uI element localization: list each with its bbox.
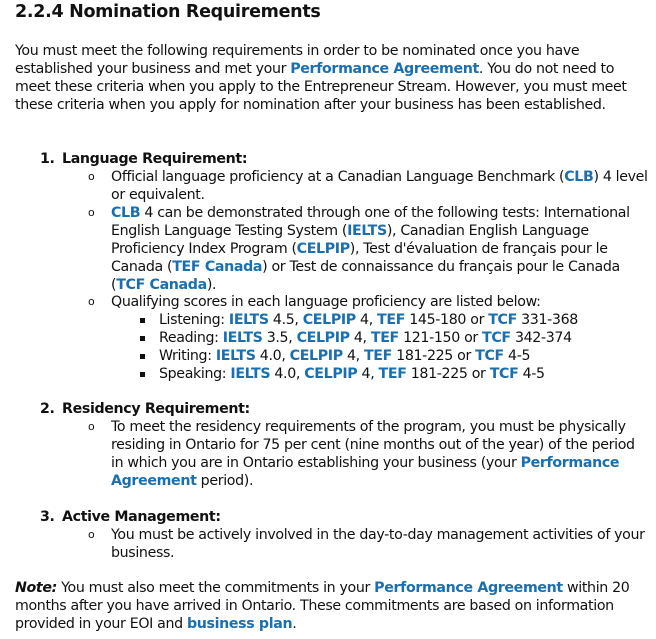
- tef-score: 181-225: [410, 366, 468, 382]
- separator: ,: [281, 348, 290, 364]
- separator: ,: [362, 330, 371, 346]
- section-title-text: Language Requirement:: [62, 151, 248, 167]
- language-item-tests: [111, 204, 651, 294]
- square-bullet-icon: [140, 318, 145, 323]
- tef-score: 145-180: [409, 312, 467, 328]
- tcf-link[interactable]: TCF: [488, 312, 517, 328]
- ielts-link[interactable]: IELTS: [222, 330, 263, 346]
- separator: or: [466, 312, 489, 328]
- tcf-score: 4-5: [522, 366, 545, 382]
- score-row: [159, 347, 530, 365]
- performance-agreement-link[interactable]: Performance Agreement: [374, 580, 563, 596]
- item-text: ) 4 level or equivalent.: [111, 169, 648, 203]
- active-management-item: You must be actively involved in the day-to-day management activities of your business.: [111, 527, 645, 561]
- section-language-title: [40, 150, 247, 168]
- note-text: within 20 months after you have arrived in Ontario. These commitments are based on information provided in your EOI and: [15, 580, 630, 632]
- tef-score: 181-225: [396, 348, 453, 364]
- ielts-link[interactable]: IELTS: [228, 312, 269, 328]
- tef-link[interactable]: TEF: [363, 348, 392, 364]
- ielts-score: 3.5: [266, 330, 289, 346]
- separator: or: [467, 366, 490, 382]
- celpip-link[interactable]: CELPIP: [304, 366, 358, 382]
- square-bullet-icon: [140, 372, 145, 377]
- note-label: Note:: [15, 580, 57, 596]
- skill-label: Reading:: [159, 330, 223, 346]
- section-number: 3.: [40, 509, 55, 525]
- ielts-link[interactable]: IELTS: [230, 366, 271, 382]
- item-text: Official language proficiency at a Canadian Language Benchmark (: [111, 169, 565, 185]
- square-bullet-icon: [140, 336, 145, 341]
- circle-bullet-icon: o: [88, 170, 95, 183]
- tef-link[interactable]: TEF: [377, 312, 406, 328]
- circle-bullet-icon: o: [88, 295, 95, 308]
- tef-score: 121-150: [403, 330, 460, 346]
- celpip-link[interactable]: CELPIP: [289, 348, 343, 364]
- celpip-link[interactable]: CELPIP: [296, 241, 350, 257]
- celpip-link[interactable]: CELPIP: [302, 312, 356, 328]
- tcf-score: 4-5: [508, 348, 531, 364]
- tef-link[interactable]: TEF: [378, 366, 407, 382]
- tcf-score: 331-368: [521, 312, 578, 328]
- item-text: ).: [206, 277, 217, 293]
- celpip-link[interactable]: CELPIP: [296, 330, 350, 346]
- section-number: 2.: [40, 401, 55, 417]
- section-title-text: Active Management:: [62, 509, 221, 525]
- tef-canada-link[interactable]: TEF Canada: [172, 259, 263, 275]
- item-text: To meet the residency requirements of the program, you must be physically residing in Ontario for 75 per cent (nine months out of the year) of the period in which you are in Ontario establishing your business (your: [111, 419, 635, 471]
- separator: ,: [288, 330, 297, 346]
- skill-label: Writing:: [159, 348, 216, 364]
- residency-item: [111, 418, 651, 490]
- ielts-score: 4.0: [259, 348, 282, 364]
- section-active-management-title: [40, 508, 221, 526]
- separator: ,: [355, 348, 364, 364]
- clb-link[interactable]: CLB: [564, 169, 594, 185]
- intro-paragraph: [15, 42, 645, 114]
- note-paragraph: [15, 579, 645, 633]
- language-item-scores: Qualifying scores in each language proficiency are listed below:: [111, 294, 541, 310]
- separator: ,: [370, 366, 379, 382]
- clb-link[interactable]: CLB: [111, 205, 141, 221]
- performance-agreement-link[interactable]: Performance Agreement: [290, 61, 479, 77]
- item-text: ), Canadian English Language Proficiency Index Program (: [111, 223, 589, 257]
- separator: ,: [294, 312, 303, 328]
- intro-text: You must meet the following requirements in order to be nominated once you have established your business and met your: [15, 43, 580, 77]
- ielts-link[interactable]: IELTS: [215, 348, 256, 364]
- separator: ,: [368, 312, 378, 328]
- score-row: [159, 329, 572, 347]
- separator: ,: [295, 366, 305, 382]
- note-text: .: [292, 616, 297, 632]
- celpip-score: 4: [360, 312, 369, 328]
- celpip-score: 4: [353, 330, 363, 346]
- celpip-score: 4: [346, 348, 356, 364]
- separator: or: [459, 330, 483, 346]
- score-row: [159, 311, 578, 329]
- circle-bullet-icon: o: [88, 420, 95, 433]
- section-residency-title: [40, 400, 250, 418]
- skill-label: Listening:: [159, 312, 229, 328]
- section-heading: 2.2.4 Nomination Requirements: [15, 2, 321, 22]
- performance-agreement-link[interactable]: Performance Agreement: [111, 455, 620, 489]
- tcf-score: 342-374: [514, 330, 572, 346]
- item-text: 4 can be demonstrated through one of the following tests: International English Language Testing System (: [111, 205, 630, 239]
- circle-bullet-icon: o: [88, 206, 95, 219]
- note-text: You must also meet the commitments in your: [56, 580, 375, 596]
- language-item-clb: [111, 168, 651, 204]
- celpip-score: 4: [361, 366, 371, 382]
- separator: or: [452, 348, 476, 364]
- square-bullet-icon: [140, 354, 145, 359]
- ielts-score: 4.0: [274, 366, 296, 382]
- section-title-text: Residency Requirement:: [62, 401, 250, 417]
- business-plan-link[interactable]: business plan: [186, 616, 293, 632]
- ielts-link[interactable]: IELTS: [347, 223, 387, 239]
- item-text: ) or Test de connaissance du français pour le Canada (: [111, 259, 620, 293]
- tcf-link[interactable]: TCF: [475, 348, 504, 364]
- section-number: 1.: [40, 151, 55, 167]
- tef-link[interactable]: TEF: [370, 330, 399, 346]
- tcf-link[interactable]: TCF: [489, 366, 519, 382]
- circle-bullet-icon: o: [88, 528, 95, 541]
- score-row: [159, 365, 545, 383]
- tcf-link[interactable]: TCF: [482, 330, 511, 346]
- item-text: ), Test d'évaluation de français pour le Canada (: [111, 241, 608, 275]
- item-text: period).: [196, 473, 254, 489]
- intro-text-2: . You do not need to meet these criteria when you apply to the Entrepreneur Stream. However, you must meet these criteria when you apply for nomination after your business has been established.: [15, 61, 627, 113]
- tcf-canada-link[interactable]: TCF Canada: [116, 277, 207, 293]
- skill-label: Speaking:: [159, 366, 231, 382]
- ielts-score: 4.5: [272, 312, 295, 328]
